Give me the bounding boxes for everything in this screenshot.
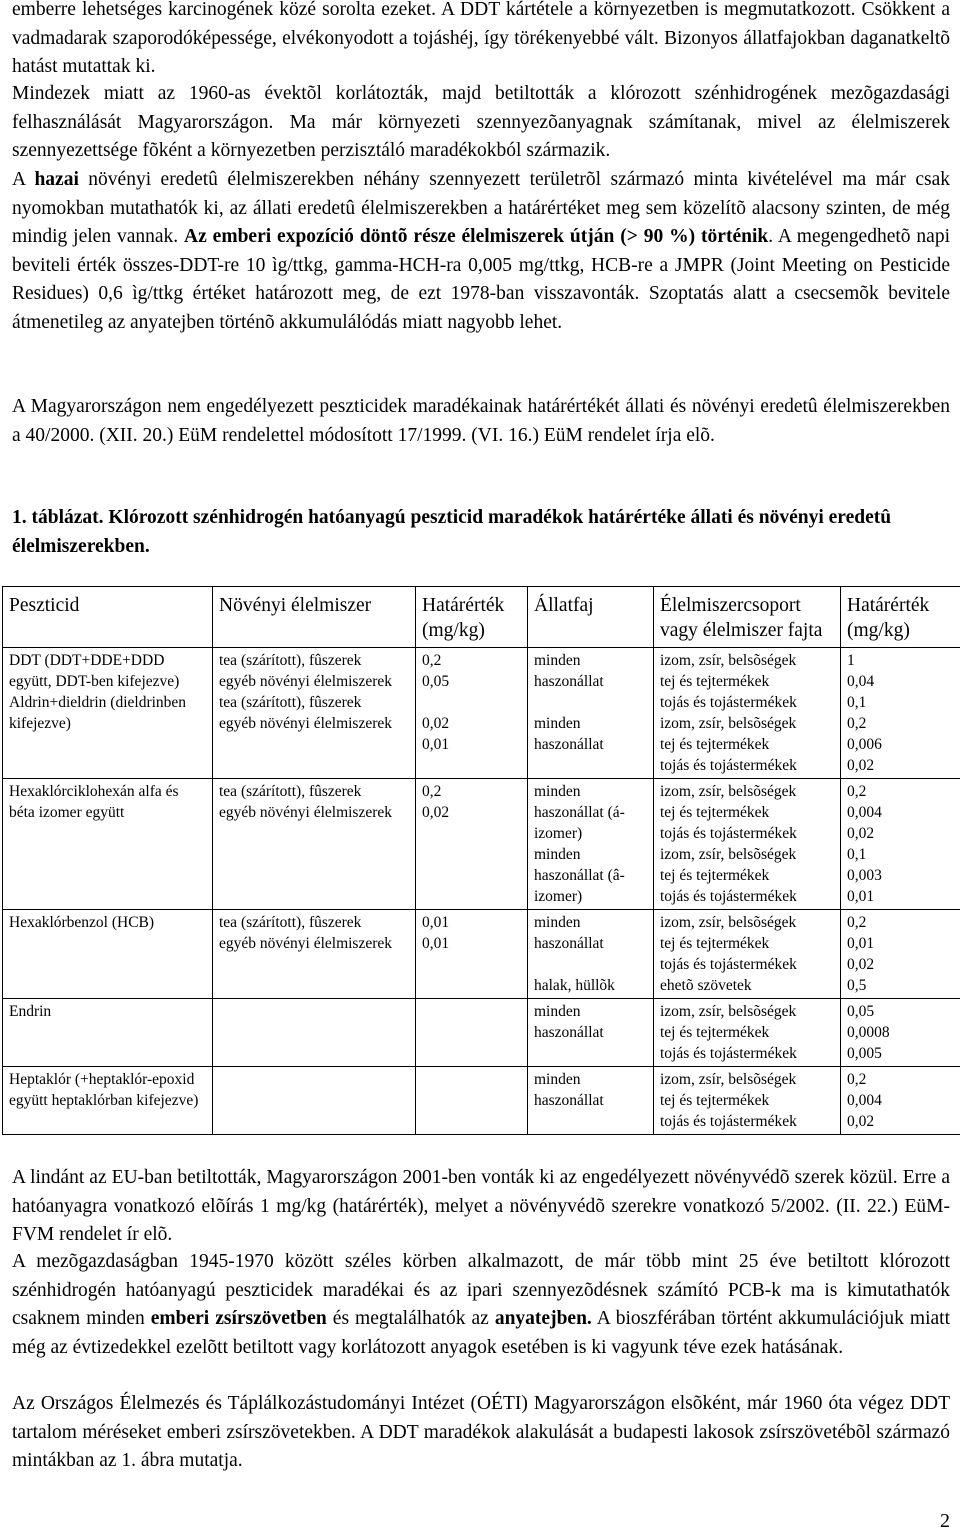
cell-text: tej és tejtermékek (660, 673, 770, 690)
table-row (3, 999, 960, 1067)
cell-text: egyéb növényi élelmiszerek (219, 935, 393, 952)
animal-cell (528, 910, 654, 999)
paragraph (12, 166, 950, 337)
cell-text: 0,01 (422, 914, 450, 931)
paragraph (12, 1248, 950, 1362)
cell-text: 0,5 (847, 977, 867, 994)
cell-text: 0,04 (847, 673, 875, 690)
cell-text: halak, hüllõk (534, 977, 615, 994)
limit-cell (841, 999, 960, 1067)
paragraph: A lindánt az EU-ban betiltották, Magyarországon 2001-ben vonták ki az engedélyezett növényvédõ szerek közül. Erre a hatóanyagra vonatkozó elõírás 1 mg/kg (határérték), melyet a növényvédõ szerekre vonatkozó 5/2002. (II. 22.) EüM-FVM rendelet ír elõ. (12, 1167, 950, 1245)
plant-food-cell (213, 910, 416, 999)
cell-text: tojás és tojástermékek (660, 956, 797, 973)
cell-text: 0,02 (847, 1113, 875, 1130)
cell-text: minden haszonállat (534, 1003, 604, 1041)
cell-text: 0,004 (847, 804, 882, 821)
cell-text: tea (szárított), fûszerek (219, 914, 362, 931)
cell-text: Heptaklór (+heptaklór-epoxid együtt heptaklórban kifejezve) (9, 1071, 199, 1109)
cell-text: 0,004 (847, 1092, 882, 1109)
text-span: . A megengedhetõ napi beviteli érték összes-DDT-re 10 ìg/ttkg, gamma-HCH-ra 0,005 mg/ttkg, HCB-re a JMPR (Joint Meeting on Pesticide Residues) 0,6 ìg/ttkg értéket határozott meg, de ezt 1978-ban visszavonták. Szoptatás alatt a csecsemõk bevitele átmenetileg az anyatejben történõ akkumulálódás miatt nagyobb lehet. (12, 226, 950, 333)
cell-text: Aldrin+dieldrin (dieldrinben kifejezve) (9, 694, 187, 732)
animal-cell (528, 999, 654, 1067)
cell-text: izom, zsír, belsõségek (660, 652, 797, 669)
cell-text: 0,02 (847, 825, 875, 842)
paragraph: A Magyarországon nem engedélyezett peszticidek maradékainak határértékét állati és növényi eredetû élelmiszerekben a 40/2000. (XII. 20.) EüM rendelettel módosított 17/1999. (VI. 16.) EüM rendelet írja elõ. (12, 396, 950, 446)
food-group-cell (654, 779, 841, 910)
table-row (3, 910, 960, 999)
limit-cell (841, 910, 960, 999)
cell-text: 0,1 (847, 846, 867, 863)
cell-text: 0,05 (422, 673, 450, 690)
bold-text: hazai (34, 169, 79, 190)
animal-cell (528, 779, 654, 910)
cell-text: 0,05 (847, 1003, 875, 1020)
food-group-cell (654, 910, 841, 999)
table-row (3, 779, 960, 910)
limit-cell (841, 1067, 960, 1135)
plant-limit-cell (416, 910, 528, 999)
text-span: A bioszférában történt akkumulációjuk miatt még az évtizedekkel ezelõtt betiltott vagy korlátozott anyagok esetében is ki vagyunk téve ezek hatásának. (12, 1308, 950, 1358)
cell-text (534, 954, 647, 975)
paragraph: Mindezek miatt az 1960-as évektõl korlátozták, majd betiltották a klórozott szénhidrogének mezõgazdasági felhasználását Magyarországon. Ma már környezeti szennyezõanyagnak számítanak, mivel az élelmiszerek szennyezettsége fõként a környezetben perzisztáló maradékokból származik. (12, 83, 950, 161)
cell-text: Endrin (9, 1003, 52, 1020)
cell-text: izom, zsír, belsõségek (660, 846, 797, 863)
cell-text: 0,006 (847, 736, 882, 753)
cell-text: Hexaklórciklohexán alfa és béta izomer együtt (9, 783, 179, 821)
cell-text: izom, zsír, belsõségek (660, 1071, 797, 1088)
text-span: és megtalálhatók az (326, 1308, 495, 1329)
cell-text (422, 692, 521, 713)
cell-text: tej és tejtermékek (660, 935, 770, 952)
pesticide-cell (3, 999, 213, 1067)
cell-text: ehetõ szövetek (660, 977, 752, 994)
cell-text: 0,02 (847, 956, 875, 973)
cell-text: minden haszonállat (534, 715, 604, 753)
paragraph: Az Országos Élelmezés és Táplálkozástudományi Intézet (OÉTI) Magyarországon elsõként, már 1960 óta végez DDT tartalom méréseket emberi zsírszövetekben. A DDT maradékok alakulását a budapesti lakosok zsírszövetébõl származó mintákban az 1. ábra mutatja. (12, 1393, 950, 1471)
cell-text: tojás és tojástermékek (660, 888, 797, 905)
table-header-cell: Peszticid (3, 587, 213, 648)
animal-cell (528, 648, 654, 779)
cell-text: 0,2 (847, 914, 867, 931)
cell-text: tej és tejtermékek (660, 867, 770, 884)
limit-cell (841, 648, 960, 779)
cell-text: 0,2 (847, 1071, 867, 1088)
cell-text: 0,0008 (847, 1024, 890, 1041)
table-header-cell: Állatfaj (528, 587, 654, 648)
cell-text: 0,02 (422, 804, 450, 821)
plant-food-cell (213, 1067, 416, 1135)
cell-text: 1 (847, 652, 855, 669)
plant-food-cell (213, 779, 416, 910)
cell-text: izom, zsír, belsõségek (660, 914, 797, 931)
limit-cell (841, 779, 960, 910)
plant-food-cell (213, 648, 416, 779)
cell-text: 0,2 (422, 652, 442, 669)
cell-text: minden haszonállat (534, 1071, 604, 1109)
table-row (3, 1067, 960, 1135)
cell-text: tojás és tojástermékek (660, 825, 797, 842)
plant-limit-cell (416, 1067, 528, 1135)
cell-text: minden haszonállat (â-izomer) (534, 846, 625, 905)
cell-text: 0,01 (422, 736, 450, 753)
cell-text: 0,01 (422, 935, 450, 952)
cell-text: 0,2 (422, 783, 442, 800)
cell-text: tej és tejtermékek (660, 804, 770, 821)
table-header-row (3, 587, 960, 648)
cell-text: 0,1 (847, 694, 867, 711)
cell-text: 0,2 (847, 715, 867, 732)
plant-food-cell (213, 999, 416, 1067)
food-group-cell (654, 999, 841, 1067)
cell-text: tojás és tojástermékek (660, 1045, 797, 1062)
cell-text: 0,01 (847, 935, 875, 952)
text-span: A (12, 169, 35, 190)
cell-text: tea (szárított), fûszerek (219, 783, 362, 800)
pesticide-cell (3, 910, 213, 999)
plant-limit-cell (416, 648, 528, 779)
table-row (3, 648, 960, 779)
cell-text: izom, zsír, belsõségek (660, 715, 797, 732)
cell-text: minden haszonállat (534, 652, 604, 690)
cell-text: egyéb növényi élelmiszerek (219, 673, 393, 690)
cell-text: egyéb növényi élelmiszerek (219, 715, 393, 732)
pesticide-cell (3, 648, 213, 779)
table-header-cell: Határérték (mg/kg) (841, 587, 960, 648)
cell-text: minden haszonállat (á-izomer) (534, 783, 625, 842)
cell-text: 0,2 (847, 783, 867, 800)
cell-text: tojás és tojástermékek (660, 1113, 797, 1130)
page-number: 2 (940, 1510, 950, 1532)
cell-text: minden haszonállat (534, 914, 604, 952)
table-body (3, 648, 960, 1135)
table-header-cell: Határérték (mg/kg) (416, 587, 528, 648)
cell-text: tej és tejtermékek (660, 1024, 770, 1041)
plant-limit-cell (416, 999, 528, 1067)
plant-limit-cell (416, 779, 528, 910)
text-span: növényi eredetû élelmiszerekben néhány szennyezett területrõl származó minta kivételével ma már csak nyomokban mutathatók ki, az állati eredetû élelmiszerekben a határértéket meg sem közelítõ alacsony szinten, de még mindig jelen vannak. (12, 169, 950, 247)
cell-text: tojás és tojástermékek (660, 757, 797, 774)
cell-text: izom, zsír, belsõségek (660, 1003, 797, 1020)
cell-text: tea (szárított), fûszerek (219, 652, 362, 669)
cell-text: 0,01 (847, 888, 875, 905)
cell-text: DDT (DDT+DDE+DDD együtt, DDT-ben kifejezve) (9, 652, 180, 690)
cell-text: 0,02 (422, 715, 450, 732)
pesticide-cell (3, 1067, 213, 1135)
bold-text: Az emberi expozíció döntõ része élelmiszerek útján (> 90 %) történik (184, 226, 769, 247)
bold-text: anyatejben. (494, 1308, 592, 1329)
cell-text: egyéb növényi élelmiszerek (219, 804, 393, 821)
cell-text: tea (szárított), fûszerek (219, 694, 362, 711)
cell-text: 0,003 (847, 867, 882, 884)
cell-text: 0,02 (847, 757, 875, 774)
table-header-cell: Élelmiszercsoport vagy élelmiszer fajta (654, 587, 841, 648)
text-span: A mezõgazdaságban 1945-1970 között széles körben alkalmazott, de már több mint 25 éve betiltott klórozott szénhidrogén hatóanyagú peszticidek maradékai és az ipari szennyezõdésnek számító PCB-k ma is kimutathatók csaknem minden (12, 1251, 950, 1329)
cell-text: 0,005 (847, 1045, 882, 1062)
paragraph: emberre lehetséges karcinogének közé sorolta ezeket. A DDT kártétele a környezetben is megmutatkozott. Csökkent a vadmadarak szaporodóképessége, elvékonyodott a tojáshéj, így törékenyebbé vált. Bizonyos állatfajokban daganatkeltõ hatást mutattak ki. (12, 0, 950, 77)
pesticide-cell (3, 779, 213, 910)
cell-text (534, 692, 647, 713)
table-caption: 1. táblázat. Klórozott szénhidrogén hatóanyagú peszticid maradékok határértéke állati és növényi eredetû élelmiszerekben. (12, 507, 892, 557)
food-group-cell (654, 1067, 841, 1135)
cell-text: tej és tejtermékek (660, 736, 770, 753)
table-header-cell: Növényi élelmiszer (213, 587, 416, 648)
cell-text: tojás és tojástermékek (660, 694, 797, 711)
cell-text: izom, zsír, belsõségek (660, 783, 797, 800)
animal-cell (528, 1067, 654, 1135)
cell-text: Hexaklórbenzol (HCB) (9, 914, 155, 931)
food-group-cell (654, 648, 841, 779)
limits-table (2, 586, 960, 1135)
bold-text: emberi zsírszövetben (150, 1308, 327, 1329)
cell-text: tej és tejtermékek (660, 1092, 770, 1109)
